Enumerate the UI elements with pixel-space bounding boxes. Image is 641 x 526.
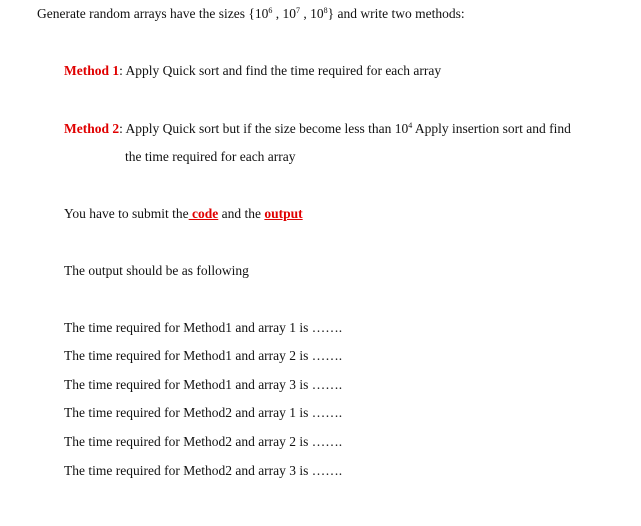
submit-instruction xyxy=(64,206,303,222)
intro-text-start: Generate random arrays have the sizes {10 xyxy=(37,6,269,21)
submit-text-middle: and the xyxy=(218,206,265,221)
method2-exponent: 4 xyxy=(408,121,413,130)
result-line: The time required for Method2 and array 1 is ……. xyxy=(64,405,343,420)
method1-label: Method 1 xyxy=(64,63,120,78)
intro-text-end: } and write two methods: xyxy=(327,6,465,21)
intro-separator-1: , 10 xyxy=(272,6,297,21)
intro-paragraph xyxy=(37,6,465,22)
method1-paragraph xyxy=(64,63,441,79)
submit-text-start: You have to submit the xyxy=(64,206,189,221)
intro-exponent-3: 8 xyxy=(323,6,328,15)
result-line: The time required for Method1 and array 1 is ……. xyxy=(64,320,343,335)
result-line: The time required for Method2 and array 3 is ……. xyxy=(64,463,343,478)
method2-description-start: : Apply Quick sort but if the size become less than 10 xyxy=(119,121,409,136)
output-intro: The output should be as following xyxy=(64,263,249,278)
intro-exponent-2: 7 xyxy=(296,6,301,15)
method2-description-end: Apply insertion sort and find xyxy=(412,121,571,136)
code-keyword: code xyxy=(188,206,219,221)
result-line: The time required for Method1 and array 3 is ……. xyxy=(64,377,343,392)
output-keyword: output xyxy=(264,206,303,221)
method2-label: Method 2 xyxy=(64,121,120,136)
method2-continuation: the time required for each array xyxy=(125,149,296,164)
intro-separator-2: , 10 xyxy=(300,6,324,21)
result-line: The time required for Method1 and array 2 is ……. xyxy=(64,348,343,363)
intro-exponent-1: 6 xyxy=(268,6,273,15)
method1-description: : Apply Quick sort and find the time required for each array xyxy=(119,63,442,78)
result-line: The time required for Method2 and array 2 is ……. xyxy=(64,434,343,449)
method2-paragraph xyxy=(64,121,571,137)
